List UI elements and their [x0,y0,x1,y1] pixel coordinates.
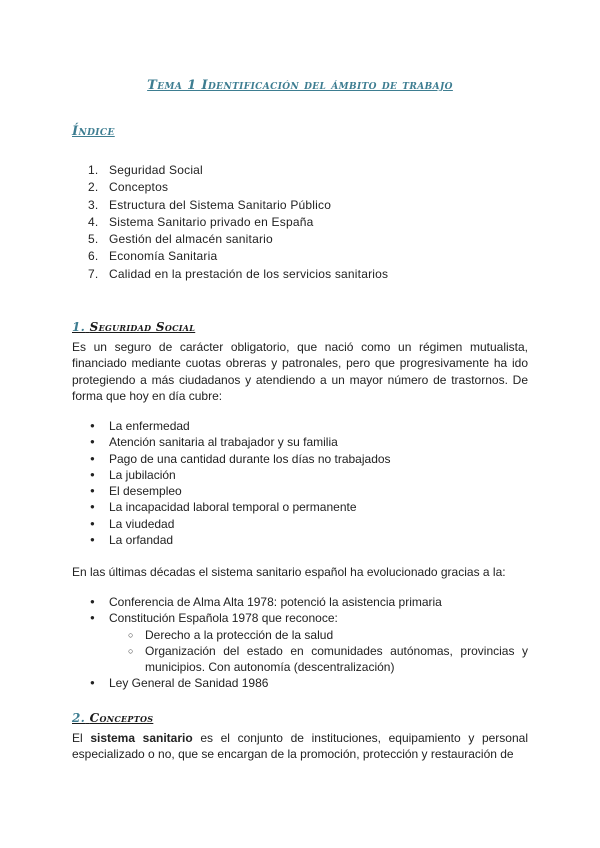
list-item: ● La jubilación [90,467,528,483]
index-item-number: 5. [88,232,99,247]
index-item [88,231,388,248]
evolution-intro: En las últimas décadas el sistema sanitario español ha evolucionado gracias a la: [72,565,506,579]
index-item [88,248,388,265]
index-item-label: Estructura del Sistema Sanitario Público [109,197,332,212]
index-item-label: Conceptos [109,180,169,195]
index-item-number: 3. [88,197,99,212]
index-item [88,162,388,179]
index-item [88,179,388,196]
section-2-heading [72,711,153,725]
index-heading: Índice [72,124,115,139]
section-1-heading [72,320,195,334]
section-1-title: Seguridad Social [89,320,196,334]
paragraph-text: El [72,731,91,745]
index-item-number: 4. [88,214,99,229]
term-highlight: sistema sanitario [90,731,193,745]
list-item: ● Atención sanitaria al trabajador y su familia [90,434,528,450]
index-list [88,162,388,283]
section-2-title: Conceptos [89,711,154,725]
section-1-intro: Es un seguro de carácter obligatorio, que nació como un régimen mutualista, financiado mediante cuotas obreras y patronales, pero que progresivamente ha ido protegiendo a más ciudadanos y atendiendo a un mayor número de trastornos. De forma que hoy en día cubre: [72,340,528,403]
index-item [88,214,388,231]
list-item: ● La enfermedad [90,418,528,434]
index-item-number: 1. [88,163,99,177]
index-item [88,266,388,283]
index-item-label: Sistema Sanitario privado en España [109,214,314,229]
index-item-number: 6. [88,249,99,264]
evolution-list [90,594,528,692]
section-2-paragraph [72,730,528,763]
index-item-label: Gestión del almacén sanitario [109,232,273,247]
index-item [88,197,388,214]
coverage-list [90,418,528,548]
index-item-label: Calidad en la prestación de los servicios sanitarios [109,266,389,281]
index-item-label: Economía Sanitaria [109,249,218,264]
index-item-number: 7. [88,266,99,281]
document-title: Tema 1 Identificación del ámbito de trabajo [147,78,453,93]
list-item [90,610,528,675]
index-item-label: Seguridad Social [109,163,203,177]
sub-list-item: ○ Derecho a la protección de la salud [109,627,528,643]
index-item-number: 2. [88,180,99,195]
sub-list [109,627,528,676]
list-item-text: Constitución Española 1978 que reconoce: [109,611,338,626]
list-item: ● La orfandad [90,532,528,548]
list-item: ● Ley General de Sanidad 1986 [90,675,528,691]
paragraph-text: es el conjunto de instituciones, equipamiento y personal especializado o no, que se encargan de la promoción, protección y restauración de [72,731,528,762]
list-item: ● Pago de una cantidad durante los días no trabajados [90,451,528,467]
list-item: ● Conferencia de Alma Alta 1978: potenció la asistencia primaria [90,594,528,610]
list-item: ● La incapacidad laboral temporal o permanente [90,499,528,515]
section-2-number: 2. [72,711,86,725]
sub-list-item: ○ Organización del estado en comunidades autónomas, provincias y municipios. Con autonomía (descentralización) [109,643,528,676]
section-1-number: 1. [72,320,86,334]
list-item: ● El desempleo [90,483,528,499]
list-item: ● La viudedad [90,516,528,532]
